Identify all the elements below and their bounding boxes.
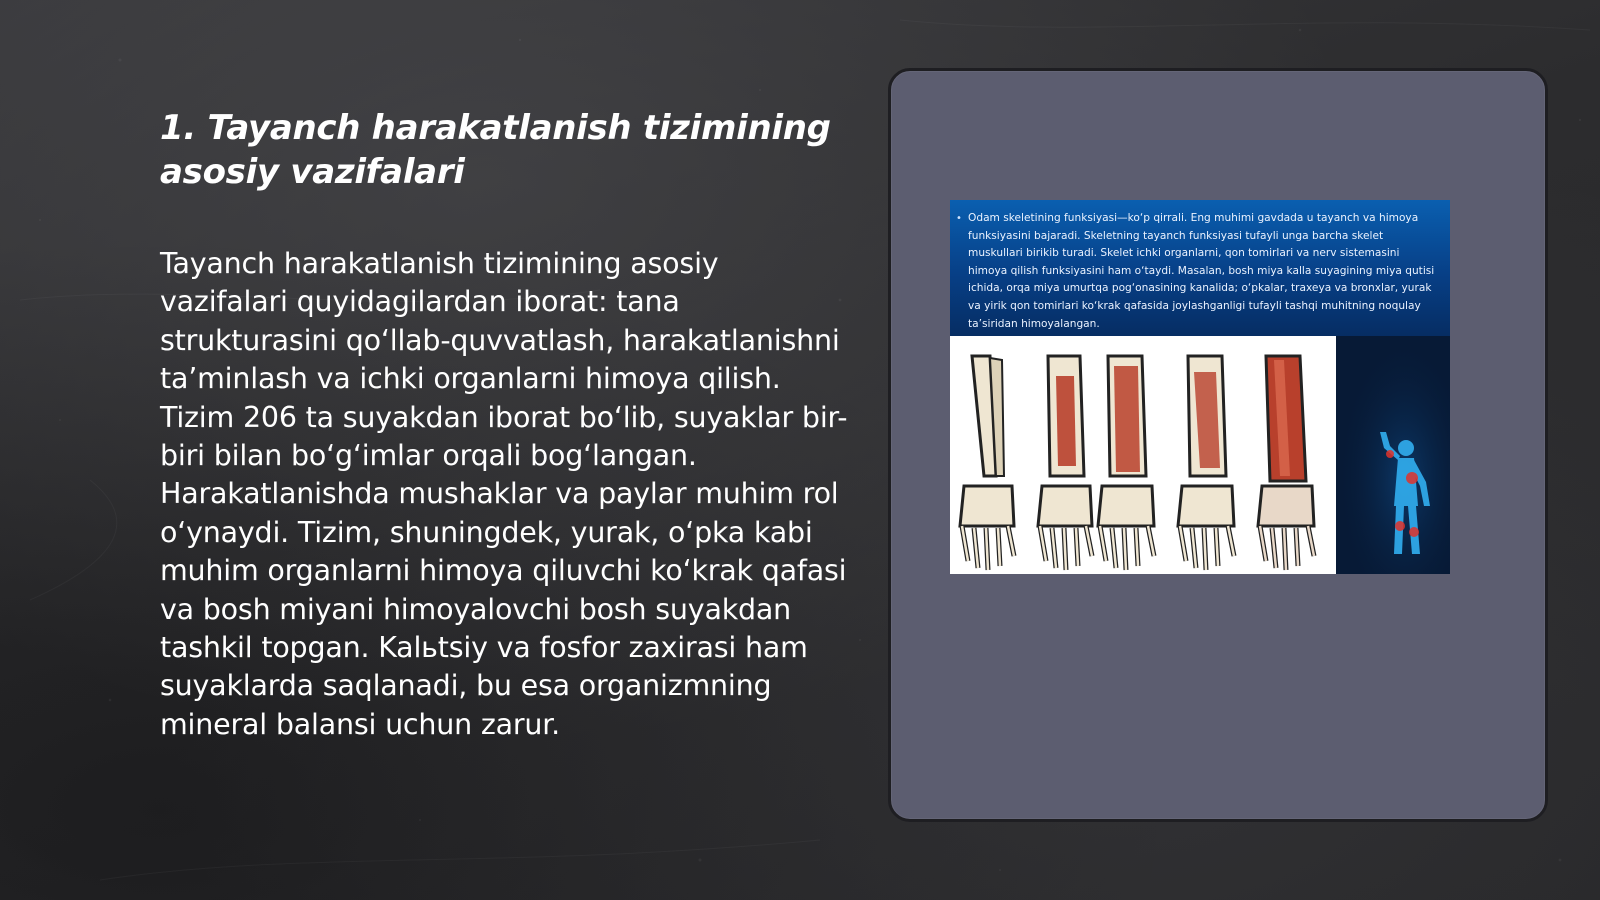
bullet-icon: • bbox=[956, 213, 962, 224]
embedded-figure bbox=[950, 200, 1450, 574]
forearm-anatomy-illustration bbox=[950, 336, 1450, 574]
slide-body-text: Tayanch harakatlanish tizimining asosiy vazifalari quyidagilardan iborat: tana strukturasini qo‘llab-quvvatlash, harakatlanishni ta’minlash va ichki organlarni himoya qilish. Tizim 206 ta suyakdan iborat bo‘lib, suyaklar bir-biri bilan bo‘g‘imlar orqali bog‘langan. Harakatlanishda mushaklar va paylar muhim rol o‘ynaydi. Tizim, shuningdek, yurak, o‘pka kabi muhim organlarni himoya qiluvchi ko‘krak qafasi va bosh miyani himoyalovchi bosh suyakdan tashkil topgan. Kalьtsiy va fosfor zaxirasi ham suyaklarda saqlanadi, bu esa organizmning mineral balansi uchun zarur. bbox=[160, 247, 848, 741]
figure-caption-text: Odam skeletining funksiyasi—ko‘p qirrali. Eng muhimi gavdada u tayanch va himoya funksiyasini bajaradi. Skeletning tayanch funksiyasi tufayli unga barcha skelet muskullari birikib turadi. Skelet ichki organlarni, qon tomirlari va nerv sistemasini himoya qilish funksiyasini ham o‘taydi. Masalan, bosh miya kalla suyagining miya qutisi ichida, orqa miya umurtqa pog‘onasining kanalida; o‘pkalar, traxeya va bronxlar, yurak va yirik qon tomirlari ko‘krak qafasida joylashganligi tufayli tashqi muhitning noqulay ta’siridan himoyalangan. bbox=[968, 212, 1435, 330]
figure-caption-box bbox=[950, 200, 1450, 336]
slide-title: 1. Tayanch harakatlanish tizimining asosiy vazifalari bbox=[160, 108, 831, 192]
